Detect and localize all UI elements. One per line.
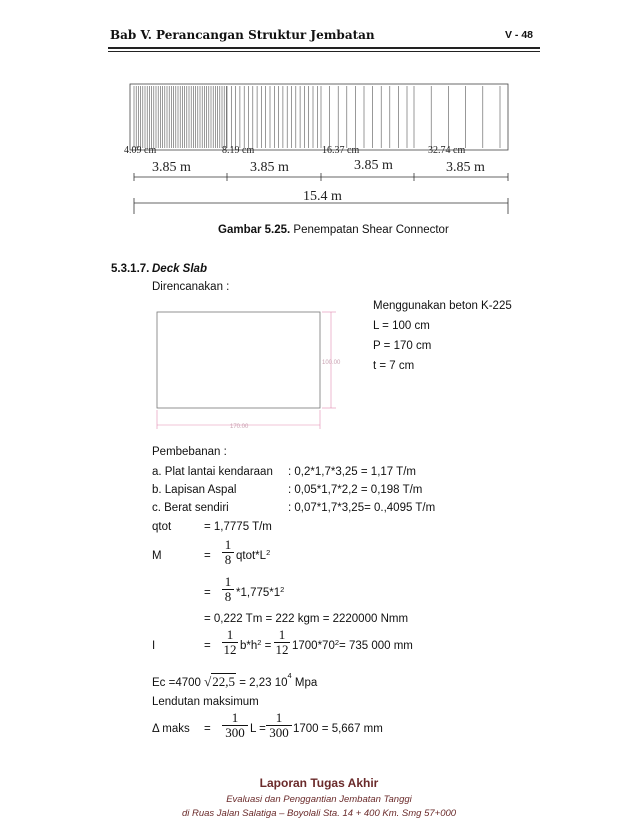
fraction-one-300: 1 300 <box>266 711 292 740</box>
spacing-label-4: 32.74 cm <box>428 145 466 156</box>
fraction-one-twelfth: 1 12 <box>223 627 237 657</box>
equals-sign: = <box>204 723 211 735</box>
spec-thickness: t = 7 cm <box>373 360 415 372</box>
elastic-modulus: Ec =4700 √22,5 = 2,23 $10^4$ Mpa <box>152 671 318 689</box>
pembebanan-label: Pembebanan : <box>152 446 227 458</box>
load-b-value: : 0,05*1,7*2,2 = 0,198 T/m <box>288 484 423 496</box>
running-header-title: Bab V. Perancangan Struktur Jembatan <box>110 28 375 42</box>
qtot-value: = 1,7775 T/m <box>204 521 272 533</box>
footer-subtitle: Evaluasi dan Penggantian Jembatan Tanggi <box>226 794 412 805</box>
section-number: 5.3.1.7. <box>111 263 150 275</box>
slab-width-dimension: 170.00 <box>230 424 249 430</box>
deflection-mid: L = <box>250 723 266 735</box>
segment-length-4: 3.85 m <box>446 160 485 175</box>
direncanakan-label: Direncanakan : <box>152 281 230 293</box>
fraction-one-eighth: 1 8 <box>222 575 234 604</box>
moment-label: M <box>152 550 162 562</box>
spec-length: L = 100 cm <box>373 320 430 332</box>
inertia-formula: $b*h^2$ = <box>240 638 272 652</box>
segment-length-2: 3.85 m <box>250 160 289 175</box>
lendutan-label: Lendutan maksimum <box>152 696 259 708</box>
equals-sign: = <box>204 550 211 562</box>
qtot-label: qtot <box>152 521 172 533</box>
moment-substitution: $*1,775*1^2$ <box>236 585 285 599</box>
fraction-one-twelfth: 1 12 <box>275 627 289 657</box>
moment-expression: $qtot*L^2$ <box>236 548 271 562</box>
moment-result: = 0,222 Tm = 222 kgm = 2220000 Nmm <box>204 613 409 625</box>
load-a-value: : 0,2*1,7*3,25 = 1,17 T/m <box>288 466 416 478</box>
section-title: Deck Slab <box>152 263 207 275</box>
fraction-one-300: 1 300 <box>222 711 248 740</box>
spacing-label-2: 8.19 cm <box>222 145 255 156</box>
load-b-label: b. Lapisan Aspal <box>152 484 237 496</box>
segment-length-3: 3.85 m <box>354 158 393 173</box>
spec-width: P = 170 cm <box>373 340 432 352</box>
header-rule <box>108 47 540 49</box>
slab-outline <box>157 312 320 408</box>
segment-length-1: 3.85 m <box>152 160 191 175</box>
spec-concrete: Menggunakan beton K-225 <box>373 300 512 312</box>
deflection-result: 1700 = 5,667 mm <box>293 723 383 735</box>
load-c-label: c. Berat sendiri <box>152 502 229 514</box>
shear-connector-diagram <box>100 60 520 220</box>
deflection-label: Δ maks <box>152 723 190 735</box>
total-length: 15.4 m <box>303 189 342 204</box>
page-number: V - 48 <box>505 29 534 41</box>
equals-sign: = <box>204 587 211 599</box>
inertia-label: I <box>152 640 156 652</box>
load-c-value: : 0,07*1,7*3,25= 0.,4095 T/m <box>288 502 436 514</box>
slab-height-dimension: 100.00 <box>322 360 341 366</box>
spacing-label-1: 4.09 cm <box>124 145 157 156</box>
footer-location: di Ruas Jalan Salatiga – Boyolali Sta. 14 + 400 Km. Smg 57+000 <box>181 808 457 819</box>
footer-title: Laporan Tugas Akhir <box>259 776 379 790</box>
header-rule-thin <box>108 51 540 52</box>
spacing-label-3: 16.37 cm <box>322 145 360 156</box>
fraction-one-eighth: 1 8 <box>222 538 234 567</box>
load-a-label: a. Plat lantai kendaraan <box>152 466 273 478</box>
inertia-substitution: $1700*70^2= 735$ 000 mm <box>292 638 413 652</box>
deck-slab-drawing <box>150 305 355 435</box>
connector-lines <box>134 86 500 148</box>
figure-caption: Gambar 5.25. Penempatan Shear Connector <box>218 224 449 236</box>
equals-sign: = <box>204 640 211 652</box>
